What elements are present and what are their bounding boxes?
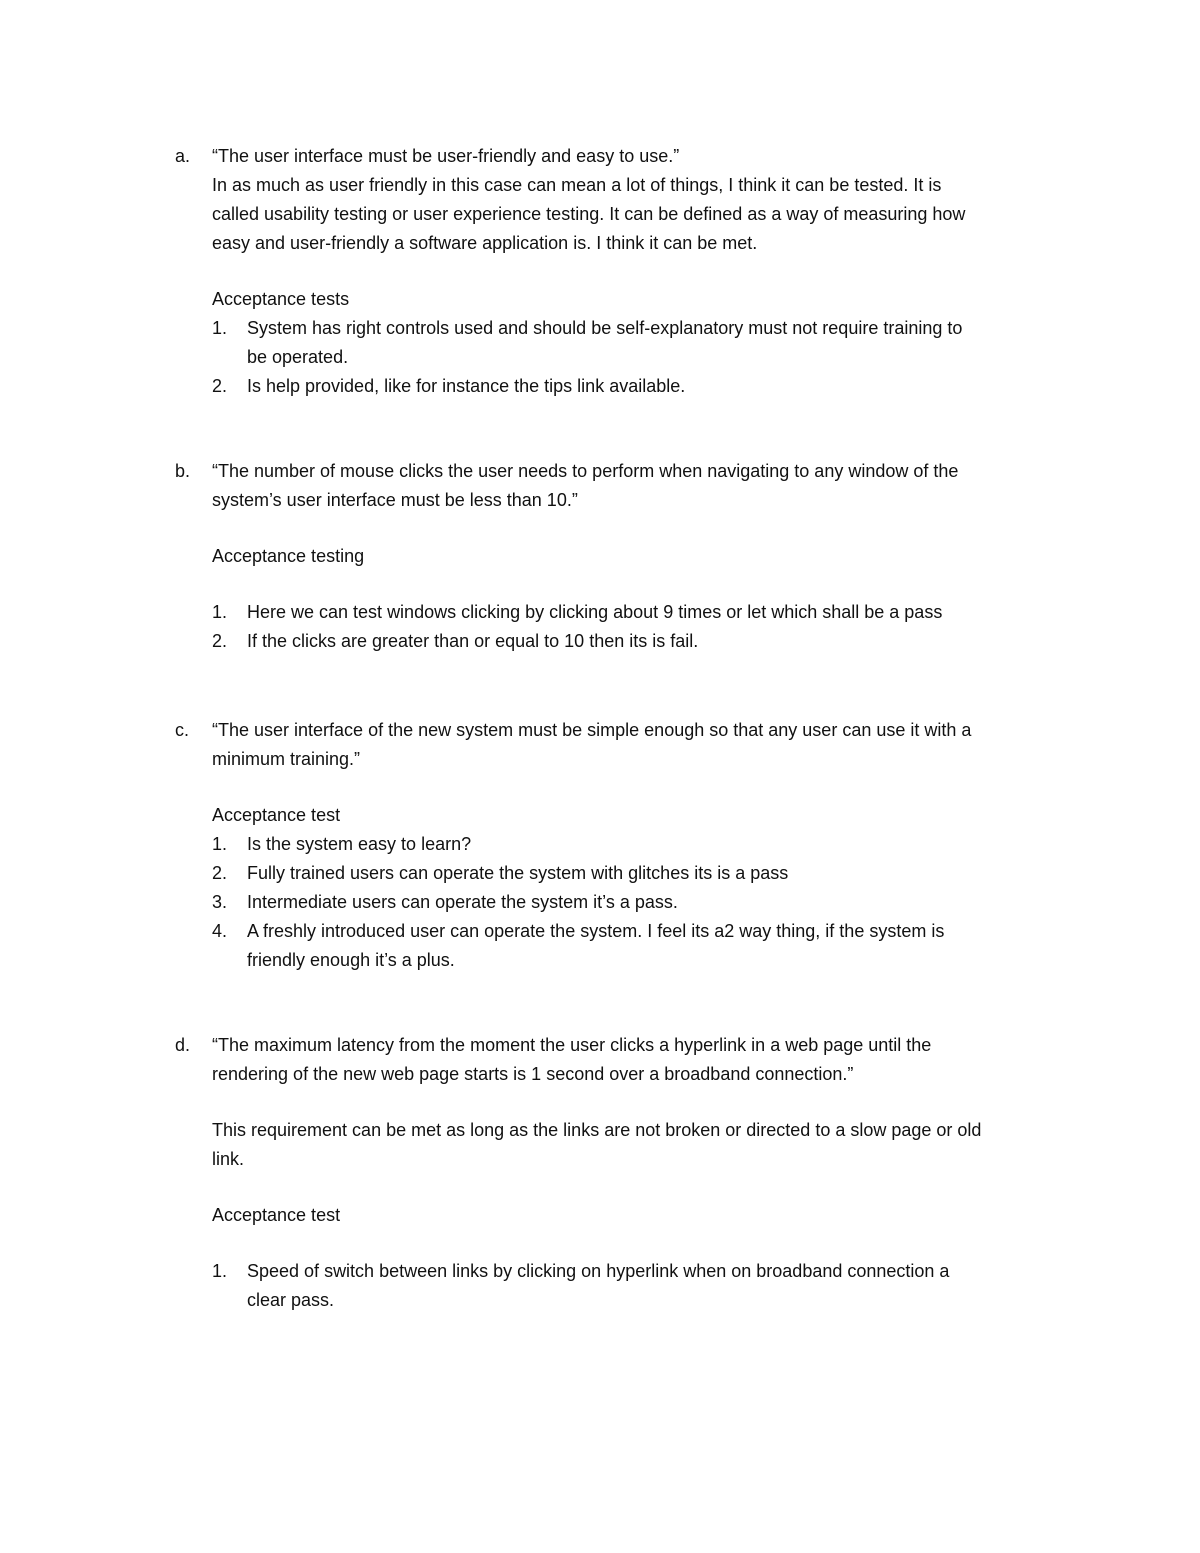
paragraph-line: This requirement can be met as long as the links are not broken or directed to a slow page or old: [212, 1120, 982, 1140]
list-item-line: Intermediate users can operate the system it’s a pass.: [247, 892, 678, 912]
list-item-line: Fully trained users can operate the system with glitches its is a pass: [247, 863, 789, 883]
list-number: 1.: [212, 602, 228, 622]
requirement-quote: “The number of mouse clicks the user needs to perform when navigating to any window of the: [212, 461, 959, 481]
paragraph-line: link.: [212, 1149, 245, 1169]
list-item-line: Is the system easy to learn?: [247, 834, 472, 854]
list-item-line: A freshly introduced user can operate the system. I feel its a2 way thing, if the system is: [247, 921, 945, 941]
paragraph-line: easy and user-friendly a software application is. I think it can be met.: [212, 233, 758, 253]
acceptance-heading: Acceptance testing: [212, 546, 365, 566]
acceptance-heading: Acceptance test: [212, 805, 341, 825]
list-number: 4.: [212, 921, 228, 941]
list-item-line: Here we can test windows clicking by clicking about 9 times or let which shall be a pass: [247, 602, 943, 622]
section-d: [175, 1031, 1065, 1315]
list-number: 1.: [212, 834, 228, 854]
list-item: [175, 830, 1065, 859]
list-item-line: be operated.: [247, 347, 349, 367]
section-c-heading: [175, 716, 1065, 774]
list-item: [175, 372, 1065, 401]
section-c: [175, 716, 1065, 975]
list-item: [175, 598, 1065, 627]
paragraph-line: In as much as user friendly in this case can mean a lot of things, I think it can be tested. It is: [212, 175, 942, 195]
list-number: 1.: [212, 318, 228, 338]
list-item-line: clear pass.: [247, 1290, 335, 1310]
list-item: [175, 314, 1065, 372]
list-item-line: If the clicks are greater than or equal to 10 then its is fail.: [247, 631, 699, 651]
requirement-quote: minimum training.”: [212, 749, 361, 769]
list-number: 2.: [212, 863, 228, 883]
requirement-quote: “The user interface must be user-friendly and easy to use.”: [212, 146, 680, 166]
list-number: 2.: [212, 376, 228, 396]
section-a: [175, 142, 1065, 401]
section-letter: a.: [175, 146, 191, 166]
list-item: [175, 917, 1065, 975]
section-b-heading: [175, 457, 1065, 515]
section-a-heading: [175, 142, 1065, 258]
section-letter: b.: [175, 461, 191, 481]
requirement-quote: “The user interface of the new system must be simple enough so that any user can use it with a: [212, 720, 972, 740]
list-number: 1.: [212, 1261, 228, 1281]
list-item: [175, 888, 1065, 917]
requirement-quote: rendering of the new web page starts is 1 second over a broadband connection.”: [212, 1064, 854, 1084]
list-number: 3.: [212, 892, 228, 912]
list-item: [175, 1257, 1065, 1315]
section-b: [175, 457, 1065, 656]
list-item-line: Is help provided, like for instance the tips link available.: [247, 376, 686, 396]
list-item-line: Speed of switch between links by clicking on hyperlink when on broadband connection a: [247, 1261, 950, 1281]
requirement-quote: “The maximum latency from the moment the user clicks a hyperlink in a web page until the: [212, 1035, 932, 1055]
list-item: [175, 859, 1065, 888]
section-d-heading: [175, 1031, 1065, 1089]
paragraph-line: called usability testing or user experience testing. It can be defined as a way of measuring how: [212, 204, 966, 224]
list-item: [175, 627, 1065, 656]
requirement-quote: system’s user interface must be less than 10.”: [212, 490, 578, 510]
acceptance-heading: Acceptance test: [212, 1205, 341, 1225]
list-item-line: System has right controls used and should be self-explanatory must not require training to: [247, 318, 963, 338]
acceptance-heading: Acceptance tests: [212, 289, 350, 309]
list-item-line: friendly enough it’s a plus.: [247, 950, 455, 970]
section-letter: d.: [175, 1035, 191, 1055]
list-number: 2.: [212, 631, 228, 651]
section-letter: c.: [175, 720, 190, 740]
